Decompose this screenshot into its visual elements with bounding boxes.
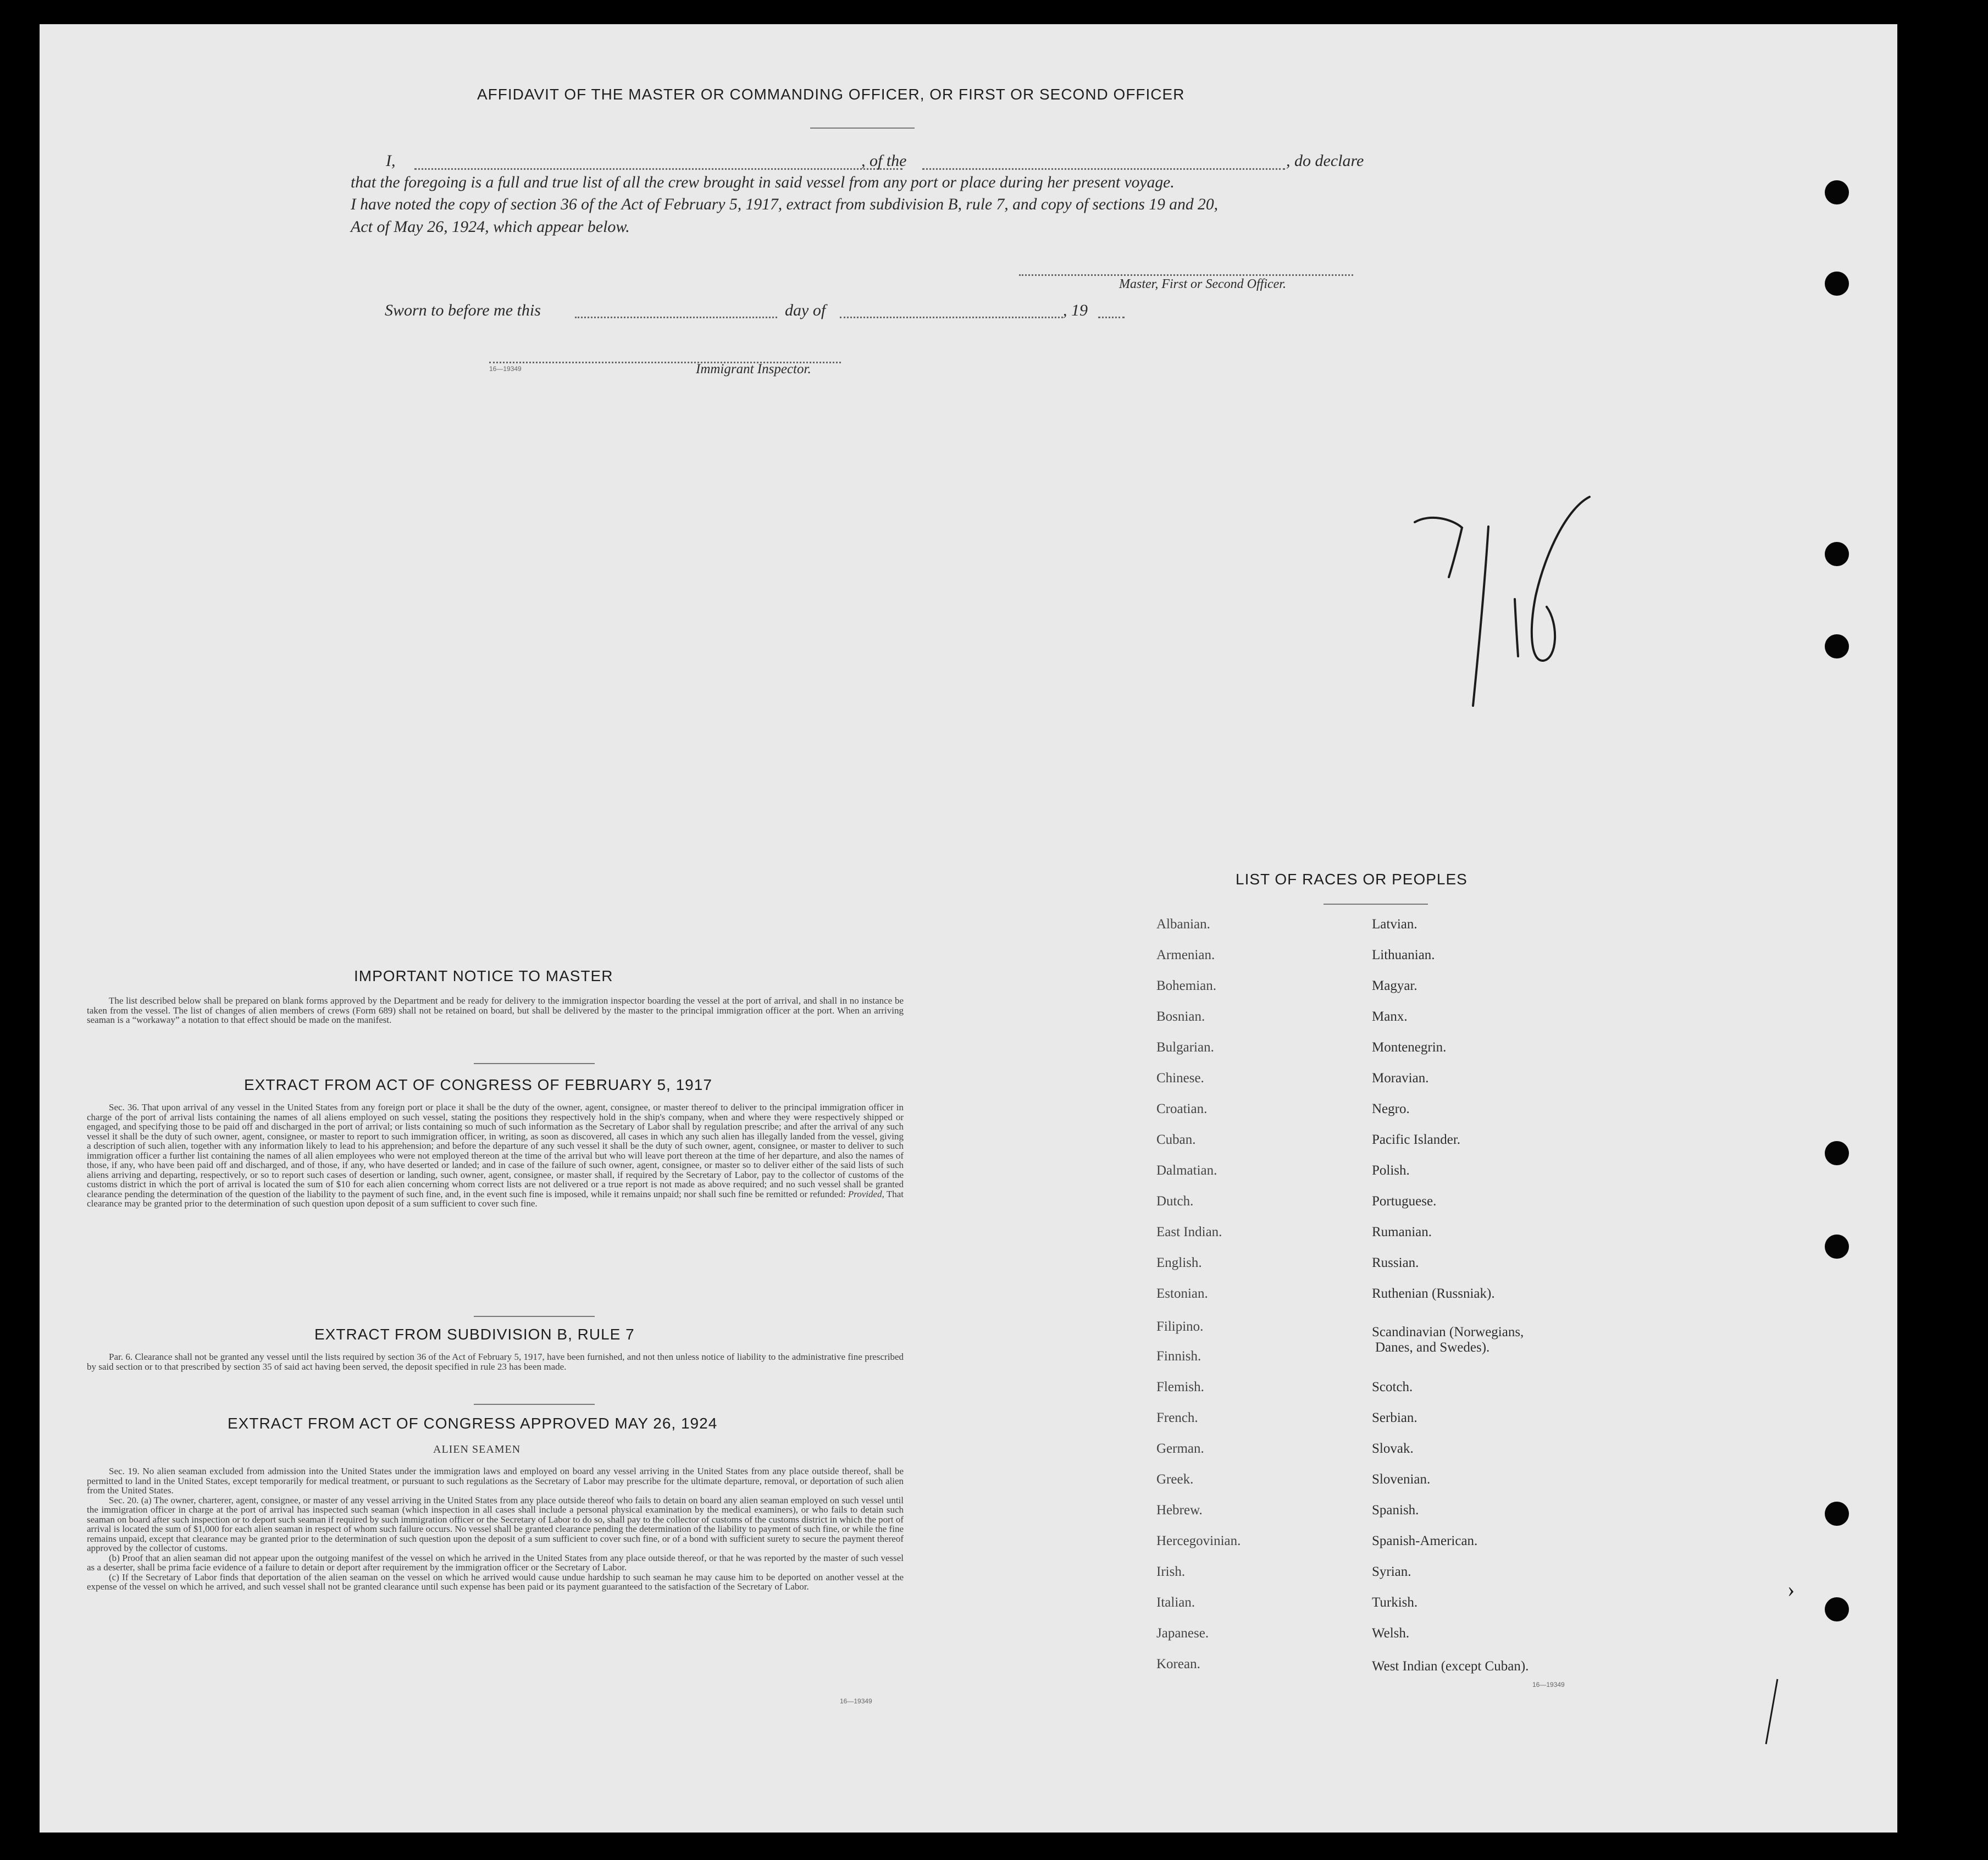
- race-item-left: Hebrew.: [1156, 1503, 1203, 1518]
- form-number-races: 16—19349: [1532, 1681, 1565, 1689]
- sec20b-text: (b) Proof that an alien seaman did not appear upon the outgoing manifest of the vessel on which he arrived in the United States from any place outside thereof, or that he was reported by the master of such vessel as a deserter, shall be prima facie evidence of a failure to detain or deport after requirement by the immigration officer or the Secretary of Labor.: [87, 1552, 904, 1573]
- race-item-left: Croatian.: [1156, 1101, 1208, 1116]
- race-item-right: Serbian.: [1372, 1410, 1417, 1425]
- race-item-right: Scotch.: [1372, 1380, 1413, 1394]
- sec19-text: Sec. 19. No alien seaman excluded from admission into the United States under the immigration laws and employed on board any vessel arriving in the United States from any place outside thereof, shall be permitted to land in the United States, except temporarily for medical treatment, or pursuant to such regulations as the Secretary of Labor may prescribe for the ultimate departure, removal, or deportation of such alien from the United States.: [87, 1466, 904, 1496]
- race-item-left: Filipino.: [1156, 1319, 1204, 1334]
- sec20a-text: Sec. 20. (a) The owner, charterer, agent, consignee, or master of any vessel arriving in the United States from any place outside thereof who fails to detain on board any alien seaman employed on such vessel until the immigration officer in charge at the port of arrival has inspected such seaman (which inspection in all cases shall include a personal physical examination by the medical examiners), or who fails to detain such seaman on board after such inspection or to deport such seaman if required by such immigration officer or the Secretary of Labor to do so, shall pay to the collector of customs of the customs district in which the port of arrival is located the sum of $1,000 for each alien seaman in respect of whom such failure occurs. No vessel shall be granted clearance pending the determination of the liability to payment of such fine, or while the fine remains unpaid, except that clearance may be granted prior to the determination of such question upon the deposit of a sum sufficient to cover such fine, or of a bond with sufficient surety to secure the payment thereof approved by the collector of customs.: [87, 1494, 904, 1553]
- race-item-right: Lithuanian.: [1372, 948, 1435, 962]
- form-number-top: 16—19349: [489, 365, 522, 373]
- race-item-left: Finnish.: [1156, 1349, 1201, 1364]
- race-item-right: Magyar.: [1372, 978, 1417, 993]
- race-item-left: East Indian.: [1156, 1225, 1222, 1239]
- race-item-right: Scandinavian (Norwegians,: [1372, 1325, 1524, 1339]
- affidavit-line1-i: I,: [386, 152, 396, 170]
- affidavit-line1-declare: , do declare: [1286, 152, 1364, 170]
- affidavit-line3: I have noted the copy of section 36 of the Act of February 5, 1917, extract from subdivision B, rule 7, and copy of sections 19 and 20,: [351, 196, 1219, 213]
- sworn-day-of: day of: [785, 301, 826, 319]
- extract-1917-rule: [474, 1316, 595, 1317]
- binder-hole: [1825, 542, 1849, 566]
- affidavit-line1-of-the: , of the: [861, 152, 907, 170]
- binder-hole: [1825, 272, 1849, 296]
- affidavit-line4: Act of May 26, 1924, which appear below.: [351, 218, 630, 236]
- extract-1924-body: [87, 1466, 904, 1592]
- binder-hole: [1825, 634, 1849, 658]
- race-item-left: Cuban.: [1156, 1132, 1196, 1147]
- notice-rule: [474, 1063, 595, 1064]
- race-item-left: German.: [1156, 1441, 1204, 1456]
- sworn-day-blank: [575, 317, 777, 318]
- rule7-body: Par. 6. Clearance shall not be granted any vessel until the lists required by section 36 of the Act of February 5, 1917, have been furnished, and not then unless notice of liability to the administrative fine prescribed by said section or to that prescribed by section 35 of said act having been served, the deposit specified in rule 23 has been made.: [87, 1352, 904, 1372]
- race-item-right: Latvian.: [1372, 917, 1417, 932]
- affidavit-title-rule: [810, 128, 915, 129]
- race-item-right: Russian.: [1372, 1255, 1419, 1270]
- name-blank: [414, 168, 902, 170]
- rule7-rule: [474, 1404, 595, 1405]
- inspector-label: Immigrant Inspector.: [696, 362, 811, 377]
- race-item-left: Irish.: [1156, 1564, 1186, 1579]
- race-item-right: Ruthenian (Russniak).: [1372, 1286, 1495, 1301]
- signature-label: Master, First or Second Officer.: [1119, 277, 1286, 291]
- race-item-right: Manx.: [1372, 1009, 1408, 1024]
- race-item-right: Negro.: [1372, 1101, 1410, 1116]
- race-item-left: French.: [1156, 1410, 1198, 1425]
- race-item-left: Bohemian.: [1156, 978, 1217, 993]
- race-item-right: Syrian.: [1372, 1564, 1411, 1579]
- affidavit-line2: that the foregoing is a full and true list of all the crew brought in said vessel from any port or place during her present voyage.: [351, 174, 1175, 191]
- vessel-blank: [922, 168, 1285, 170]
- extract-1924-title: EXTRACT FROM ACT OF CONGRESS APPROVED MAY 26, 1924: [228, 1415, 718, 1432]
- form-page: [40, 24, 1897, 1833]
- race-item-right: Welsh.: [1372, 1626, 1410, 1641]
- notice-title: IMPORTANT NOTICE TO MASTER: [354, 967, 613, 984]
- race-item-right: Portuguese.: [1372, 1194, 1437, 1209]
- race-item-right: Montenegrin.: [1372, 1040, 1447, 1055]
- race-item-right: Polish.: [1372, 1163, 1410, 1178]
- binder-hole: [1825, 1141, 1849, 1165]
- extract-1917-text-end: That clearance may be granted prior to the determination of such question upon deposit of a sum sufficient to cover such fine.: [87, 1188, 904, 1209]
- race-item-left: Estonian.: [1156, 1286, 1208, 1301]
- extract-1917-text: That upon arrival of any vessel in the United States from any foreign port or place it shall be the duty of the owner, agent, consignee, or master thereof to deliver to the principal immigration officer in charge of the port of arrival lists containing the names of all aliens employed on such vessel, stating the positions they respectively hold in the ship's company, when and where they were respectively shipped or engaged, and specifying those to be paid off and discharged in the port of arrival; or lists containing so much of such information as the Secretary of Labor shall by regulation prescribe; and after the arrival of any such vessel it shall be the duty of such owner, agent, consignee, or master to report to such immigration officer, in writing, as soon as discovered, all cases in which any such alien has illegally landed from the vessel, giving a description of such alien, together with any information likely to lead to his apprehension; and before the departure of any such vessel it shall be the duty of such owner, agent, consignee, or master to deliver to such immigration officer a further list containing the names of all alien employees who were not employed thereon at the time of the arrival but who will leave port thereon at the time of her departure, and also the names of those, if any, who have been paid off and discharged, and of those, if any, who have deserted or landed; and in case of the failure of such owner, agent, consignee, or master so to deliver either of the said lists of such aliens arriving and departing, respectively, or so to report such cases of desertion or landing, such owner, agent, consignee, or master shall, if required by the Secretary of Labor, pay to the collector of customs of the customs district in which the port of arrival is located the sum of $10 for each alien concerning whom correct lists are not delivered or a true report is not made as above required; and no such vessel shall be granted clearance pending the determination of the question of the liability to the payment of such fine, and, in the event such fine is imposed, while it remains unpaid; nor shall such fine be remitted or refunded:: [87, 1102, 904, 1199]
- race-item-right: Moravian.: [1372, 1071, 1429, 1086]
- rule7-title: EXTRACT FROM SUBDIVISION B, RULE 7: [314, 1326, 635, 1343]
- signature-line: [1019, 274, 1353, 276]
- race-item-right: Turkish.: [1372, 1595, 1418, 1610]
- binder-hole: [1825, 1235, 1849, 1259]
- binder-hole: [1825, 180, 1849, 204]
- sec20c-text: (c) If the Secretary of Labor finds that deportation of the alien seaman on the vessel on which he arrived would cause undue hardship to such seaman he may cause him to be deported on another vessel at the expense of the vessel on which he arrived, and such vessel shall not be granted clearance until such expense has been paid or its payment guaranteed to the satisfaction of the Secretary of Labor.: [87, 1571, 904, 1592]
- race-item-left: Bosnian.: [1156, 1009, 1205, 1024]
- binder-hole: [1825, 1502, 1849, 1526]
- race-item-right: Rumanian.: [1372, 1225, 1432, 1239]
- race-item-left: Flemish.: [1156, 1380, 1204, 1394]
- race-item-right: Spanish-American.: [1372, 1534, 1478, 1548]
- affidavit-title: AFFIDAVIT OF THE MASTER OR COMMANDING OFFICER, OR FIRST OR SECOND OFFICER: [477, 86, 1185, 103]
- margin-bracket-mark: ›: [1787, 1577, 1795, 1602]
- race-item-left: Korean.: [1156, 1657, 1200, 1671]
- sworn-prefix: Sworn to before me this: [385, 301, 541, 319]
- extract-1917-title: EXTRACT FROM ACT OF CONGRESS OF FEBRUARY 5, 1917: [244, 1076, 712, 1093]
- races-title: LIST OF RACES OR PEOPLES: [1236, 871, 1468, 888]
- notice-body: The list described below shall be prepared on blank forms approved by the Department and be ready for delivery to the immigration inspector boarding the vessel at the port of arrival, and shall in no instance be taken from the vessel. The list of changes of alien members of crews (Form 689) shall not be retained on board, but shall be delivered by the master to the principal immigration officer at the port. When an arriving seaman is a “workaway” a notation to that effect should be made on the manifest.: [87, 995, 904, 1025]
- race-item-left: Greek.: [1156, 1472, 1194, 1487]
- race-item-left: English.: [1156, 1255, 1202, 1270]
- sworn-year: , 19: [1063, 301, 1088, 319]
- race-item-right: West Indian (except Cuban).: [1372, 1659, 1529, 1674]
- race-item-left: Italian.: [1156, 1595, 1195, 1610]
- race-item-left: Albanian.: [1156, 917, 1210, 932]
- binder-hole: [1825, 1597, 1849, 1621]
- margin-pencil-stroke: [1765, 1679, 1779, 1745]
- race-item-left: Japanese.: [1156, 1626, 1209, 1641]
- extract-1917-body: [87, 1103, 904, 1209]
- race-item-right: Spanish.: [1372, 1503, 1419, 1518]
- extract-1917-section-label: Sec. 36.: [109, 1102, 140, 1112]
- race-item-right: Slovenian.: [1372, 1472, 1431, 1487]
- sworn-month-blank: [840, 317, 1063, 318]
- races-title-rule: [1324, 904, 1428, 905]
- race-item-left: Dutch.: [1156, 1194, 1194, 1209]
- race-item-right: Slovak.: [1372, 1441, 1414, 1456]
- race-item-right: Pacific Islander.: [1372, 1132, 1461, 1147]
- race-scandinavian-continuation: Danes, and Swedes).: [1375, 1340, 1490, 1355]
- race-item-left: Chinese.: [1156, 1071, 1204, 1086]
- sworn-year-blank: [1098, 317, 1125, 318]
- race-item-left: Hercegovinian.: [1156, 1534, 1241, 1548]
- race-item-left: Dalmatian.: [1156, 1163, 1217, 1178]
- race-item-left: Armenian.: [1156, 948, 1215, 962]
- extract-1917-provided: Provided,: [848, 1188, 884, 1199]
- extract-1924-subtitle: ALIEN SEAMEN: [433, 1443, 521, 1455]
- handwritten-fraction: [1408, 475, 1639, 728]
- race-item-left: Bulgarian.: [1156, 1040, 1214, 1055]
- form-number-bottom-left: 16—19349: [840, 1697, 872, 1705]
